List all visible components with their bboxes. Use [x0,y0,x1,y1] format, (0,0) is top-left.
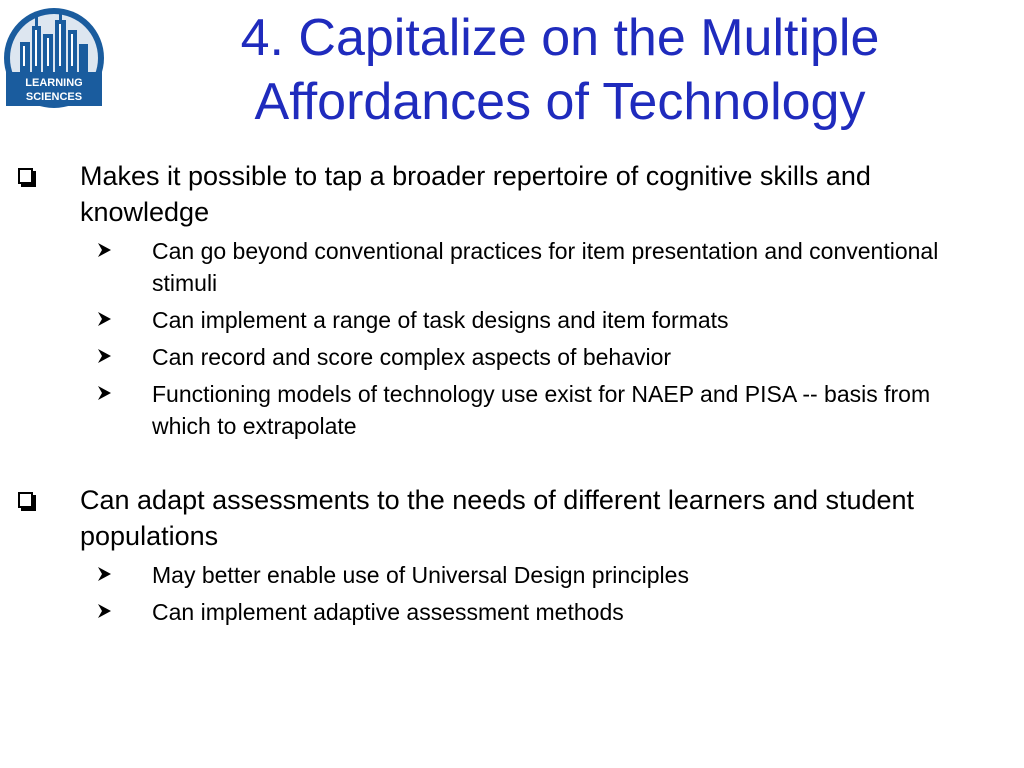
learning-sciences-logo [0,0,108,120]
sub-bullet-1-4-text: Functioning models of technology use exist for NAEP and PISA -- basis from which to extrapolate [152,381,931,439]
arrow-bullet-icon [96,603,112,619]
slide-content [0,158,1024,628]
sub-bullet-1-2-text: Can implement a range of task designs and item formats [152,307,729,333]
sub-bullet-1-3 [0,341,1024,373]
bullet-2 [0,482,1024,554]
bullet-1-text: Makes it possible to tap a broader repertoire of cognitive skills and knowledge [80,161,871,227]
sub-bullet-1-3-text: Can record and score complex aspects of behavior [152,344,672,370]
section-gap [0,442,1024,482]
sub-bullet-2-2 [0,596,1024,628]
bullet-2-text: Can adapt assessments to the needs of different learners and student populations [80,485,915,551]
arrow-bullet-icon [96,348,112,364]
slide-title [150,6,970,134]
square-bullet-icon [18,168,33,184]
logo-text-line1: LEARNING [25,77,83,89]
bullet-1 [0,158,1024,230]
sub-bullet-2-2-text: Can implement adaptive assessment methods [152,599,624,625]
arrow-bullet-icon [96,311,112,327]
arrow-bullet-icon [96,242,112,258]
slide-title-line2: Affordances of Technology [254,73,866,131]
square-bullet-icon [18,492,33,508]
arrow-bullet-icon [96,385,112,401]
sub-bullet-1-4 [0,378,1024,442]
logo-text-line2: SCIENCES [25,91,83,103]
sub-bullet-2-1 [0,559,1024,591]
arrow-bullet-icon [96,566,112,582]
sub-bullet-1-1 [0,235,1024,299]
sub-bullet-1-1-text: Can go beyond conventional practices for item presentation and conventional stimuli [152,238,939,296]
slide-title-line1: 4. Capitalize on the Multiple [240,9,880,67]
sub-bullet-1-2 [0,304,1024,336]
sub-bullet-2-1-text: May better enable use of Universal Design principles [152,562,689,588]
